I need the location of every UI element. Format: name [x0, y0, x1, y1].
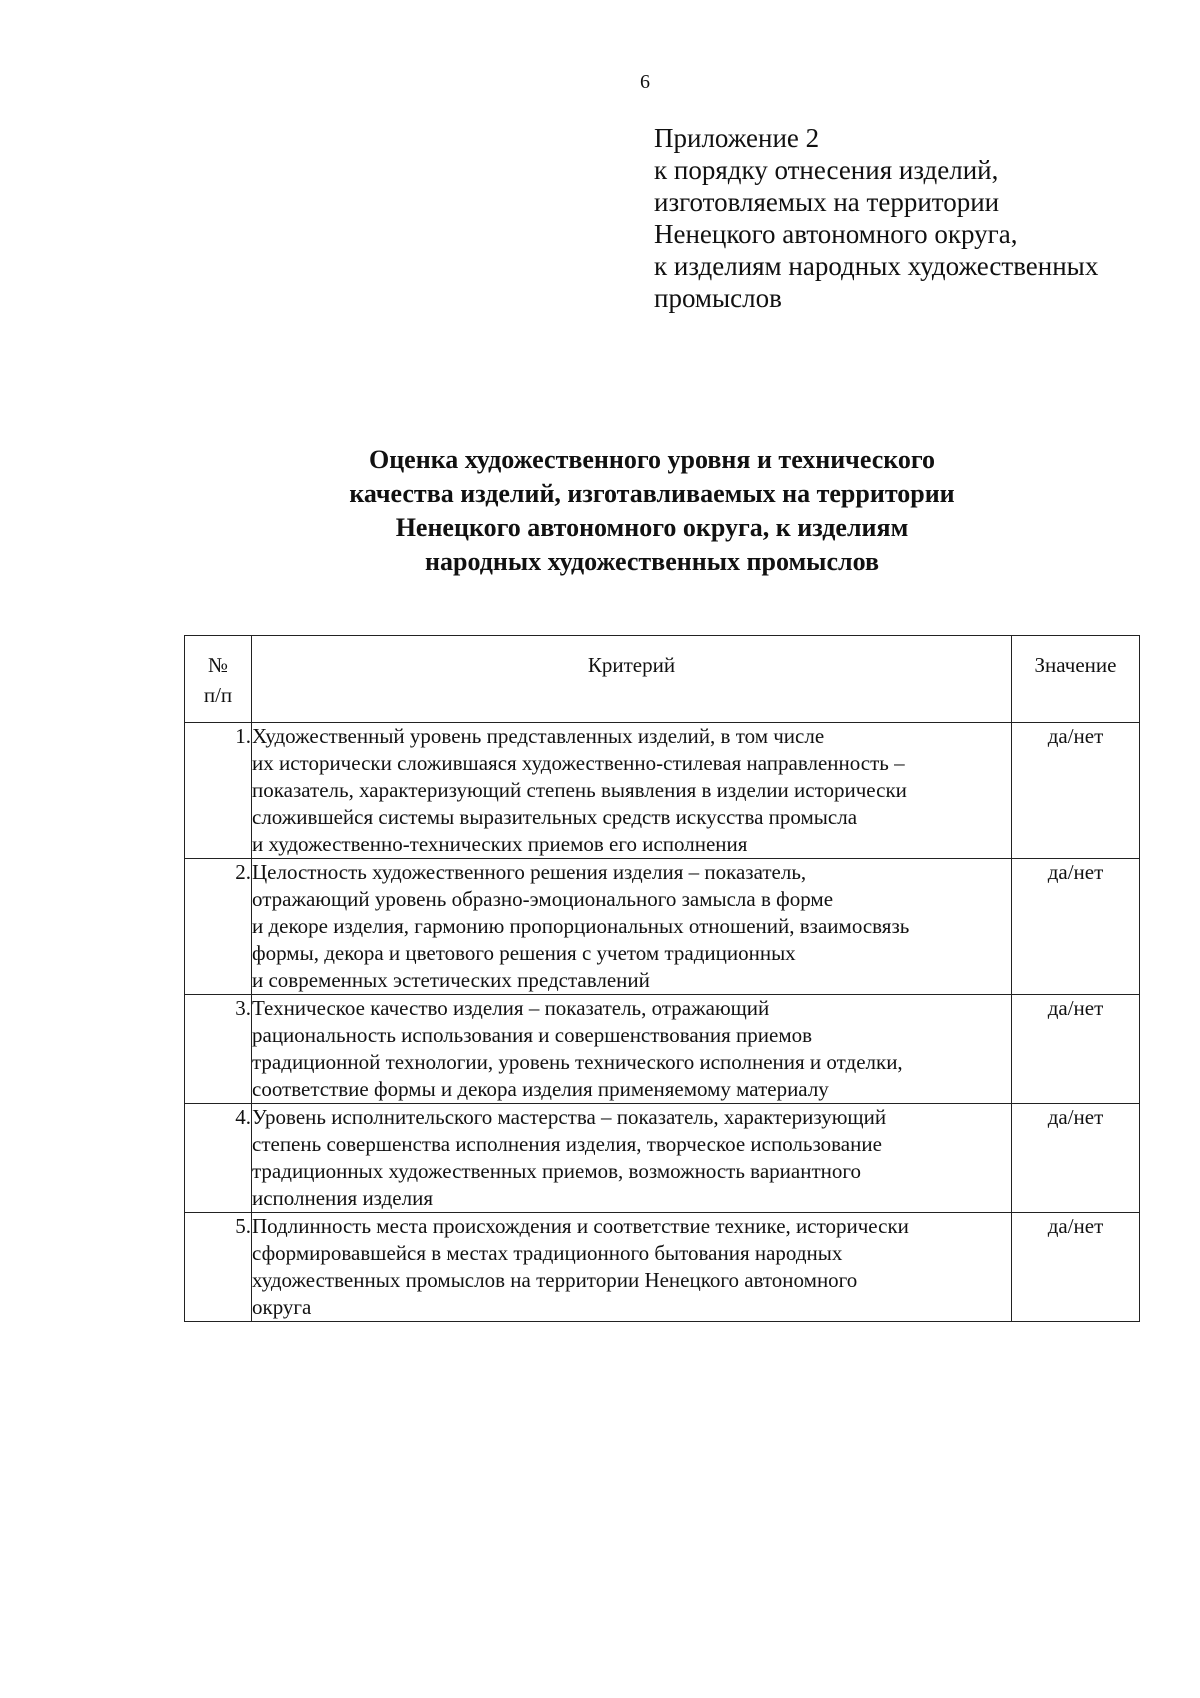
- table-row: [185, 723, 1140, 859]
- criterion-line: соответствие формы и декора изделия применяемому материалу: [252, 1077, 829, 1101]
- row-value: да/нет: [1012, 723, 1140, 859]
- criteria-table: [184, 635, 1140, 1322]
- table-row: [185, 995, 1140, 1104]
- criterion-line: Уровень исполнительского мастерства – показатель, характеризующий: [252, 1105, 887, 1129]
- appendix-line: к изделиям народных художественных: [654, 251, 1099, 281]
- appendix-line: изготовляемых на территории: [654, 187, 1000, 217]
- row-number: 2.: [185, 859, 252, 995]
- criterion-line: показатель, характеризующий степень выявления в изделии исторически: [252, 778, 907, 802]
- row-criterion: [252, 1213, 1012, 1322]
- table-header-row: [185, 636, 1140, 723]
- criterion-line: традиционных художественных приемов, возможность вариантного: [252, 1159, 861, 1183]
- header-number: [185, 636, 252, 723]
- row-criterion: [252, 723, 1012, 859]
- criterion-line: их исторически сложившаяся художественно-стилевая направленность –: [252, 751, 905, 775]
- header-criterion: Критерий: [252, 636, 1012, 723]
- appendix-line: промыслов: [654, 283, 782, 313]
- criterion-line: степень совершенства исполнения изделия, творческое использование: [252, 1132, 882, 1156]
- table-row: [185, 1104, 1140, 1213]
- row-number: 1.: [185, 723, 252, 859]
- row-value: да/нет: [1012, 859, 1140, 995]
- criterion-line: рациональность использования и совершенствования приемов: [252, 1023, 813, 1047]
- criterion-line: традиционной технологии, уровень технического исполнения и отделки,: [252, 1050, 903, 1074]
- criterion-line: сформировавшейся в местах традиционного бытования народных: [252, 1241, 843, 1265]
- table-row: [185, 1213, 1140, 1322]
- title-line: качества изделий, изготавливаемых на территории: [349, 479, 955, 508]
- criterion-line: формы, декора и цветового решения с учетом традиционных: [252, 941, 796, 965]
- header-number-line2: п/п: [203, 683, 233, 707]
- row-criterion: [252, 995, 1012, 1104]
- criterion-line: округа: [252, 1295, 312, 1319]
- table-row: [185, 859, 1140, 995]
- criterion-line: и современных эстетических представлений: [252, 968, 650, 992]
- row-criterion: [252, 1104, 1012, 1213]
- criterion-line: Техническое качество изделия – показатель, отражающий: [252, 996, 770, 1020]
- table-body: [185, 723, 1140, 1322]
- criterion-line: и декоре изделия, гармонию пропорциональных отношений, взаимосвязь: [252, 914, 910, 938]
- appendix-line: к порядку отнесения изделий,: [654, 155, 999, 185]
- appendix-line: Приложение 2: [654, 123, 820, 153]
- header-number-line1: №: [207, 653, 229, 677]
- appendix-line: Ненецкого автономного округа,: [654, 219, 1018, 249]
- appendix-header: [654, 122, 1174, 314]
- page-number: 6: [640, 71, 650, 93]
- criterion-line: отражающий уровень образно-эмоционального замысла в форме: [252, 887, 834, 911]
- row-number: 5.: [185, 1213, 252, 1322]
- title-line: народных художественных промыслов: [425, 547, 879, 576]
- criterion-line: сложившейся системы выразительных средств искусства промысла: [252, 805, 858, 829]
- row-value: да/нет: [1012, 1213, 1140, 1322]
- row-value: да/нет: [1012, 1104, 1140, 1213]
- header-value: Значение: [1012, 636, 1140, 723]
- document-title: [200, 443, 1104, 579]
- row-number: 4.: [185, 1104, 252, 1213]
- criterion-line: Подлинность места происхождения и соответствие технике, исторически: [252, 1214, 909, 1238]
- row-value: да/нет: [1012, 995, 1140, 1104]
- criterion-line: Целостность художественного решения изделия – показатель,: [252, 860, 807, 884]
- criterion-line: и художественно-технических приемов его исполнения: [252, 832, 748, 856]
- criterion-line: Художественный уровень представленных изделий, в том числе: [252, 724, 825, 748]
- criterion-line: исполнения изделия: [252, 1186, 433, 1210]
- row-number: 3.: [185, 995, 252, 1104]
- row-criterion: [252, 859, 1012, 995]
- title-line: Оценка художественного уровня и технического: [368, 445, 936, 474]
- title-line: Ненецкого автономного округа, к изделиям: [395, 513, 909, 542]
- criterion-line: художественных промыслов на территории Ненецкого автономного: [252, 1268, 858, 1292]
